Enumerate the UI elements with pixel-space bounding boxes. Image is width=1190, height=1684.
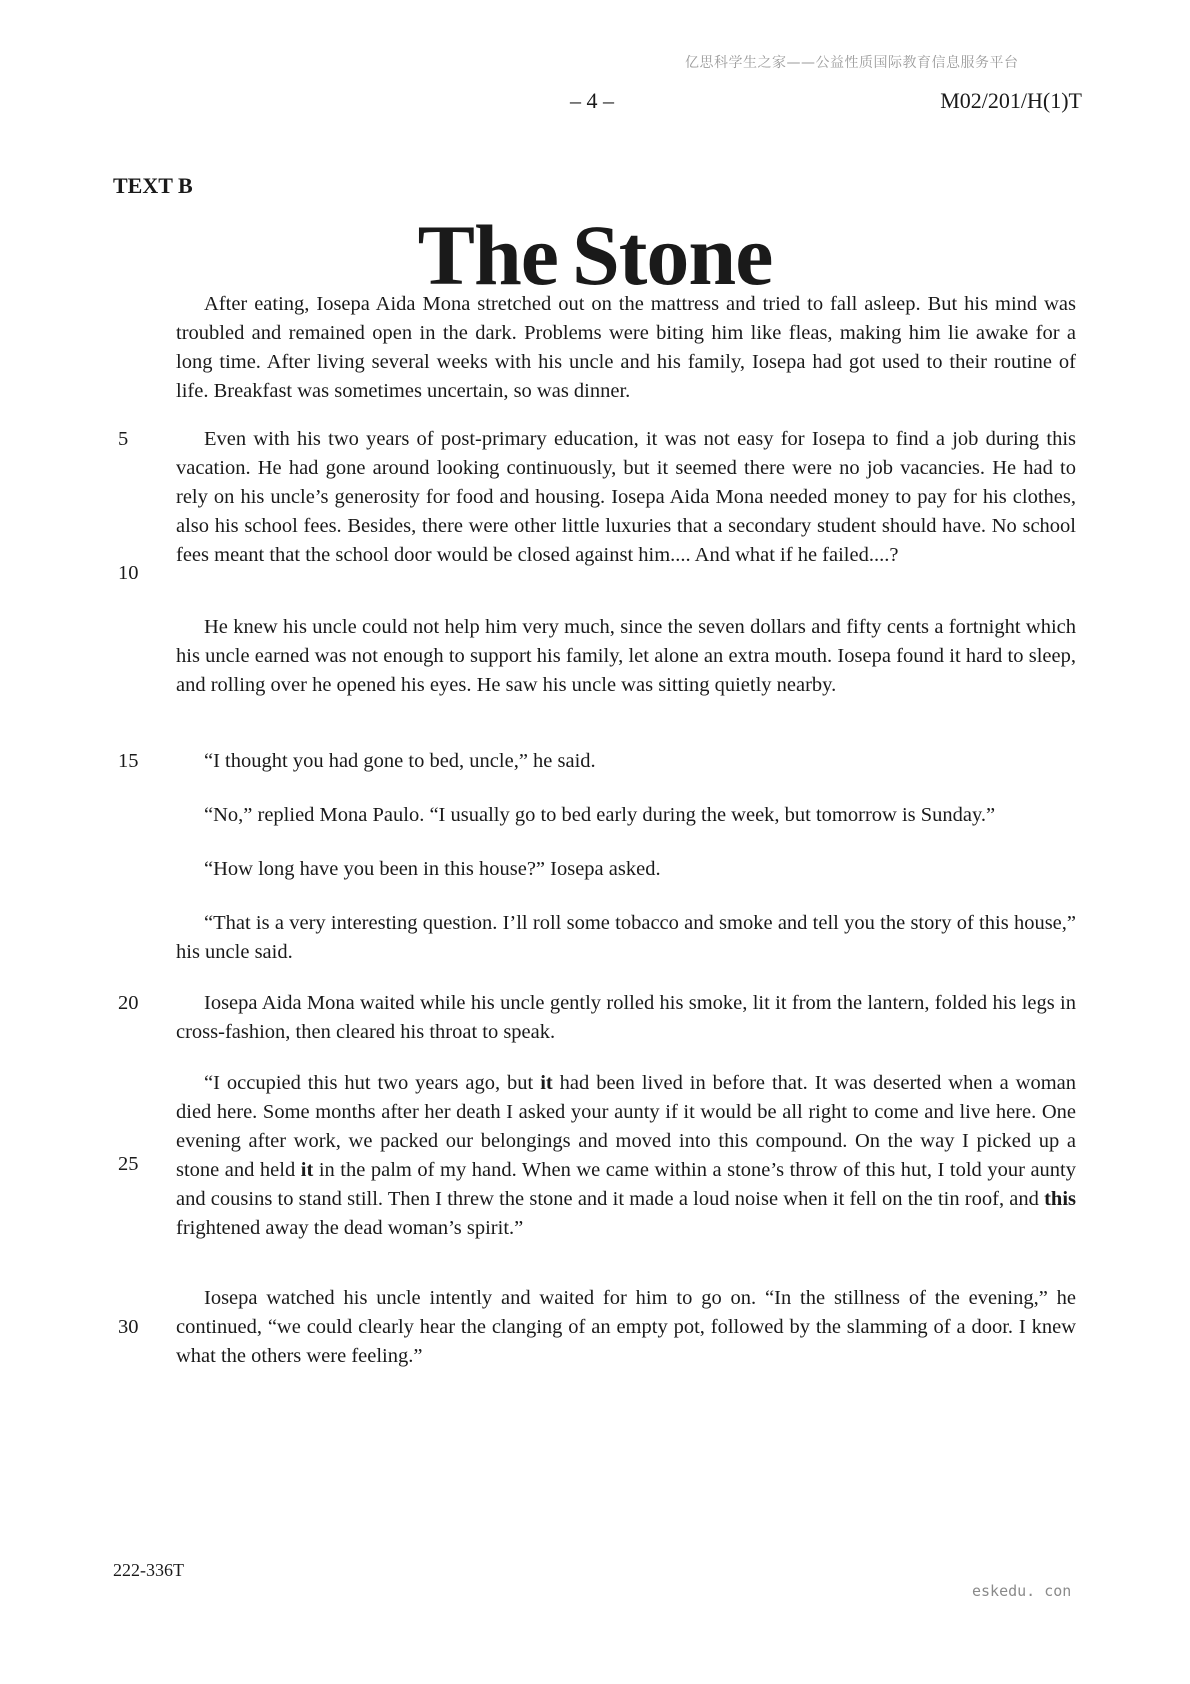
paragraph-10: Iosepa watched his uncle intently and waited for him to go on. “In the stillness of the evening,” he continued, “we could clearly hear the clanging of an empty pot, followed by the slamming of a door. I knew what the others were feeling.” — [176, 1287, 1076, 1367]
paragraph-3: He knew his uncle could not help him very much, since the seven dollars and fifty cents a fortnight which his uncle earned was not enough to support his family, let alone an extra mouth. Iosepa found it hard to sleep, and rolling over he opened his eyes. He saw his uncle was sitting quietly nearby. — [176, 616, 1076, 696]
emphasis-this: this — [1044, 1188, 1076, 1210]
emphasis-it-1: it — [540, 1072, 553, 1094]
line-number-25: 25 — [118, 1153, 139, 1175]
line-number-20: 20 — [118, 992, 139, 1014]
title-word-2: Stone — [571, 207, 773, 303]
watermark-footer: eskedu. con — [972, 1582, 1072, 1600]
paragraph-2: Even with his two years of post-primary education, it was not easy for Iosepa to find a job during this vacation. He had gone around looking continuously, but it seemed there were no job vacancies. He had to rely on his uncle’s generosity for food and housing. Iosepa Aida Mona needed money to pay for his clothes, also his school fees. Besides, there were other little luxuries that a secondary student should have. No school fees meant that the school door would be closed against him.... And what if he failed....? — [176, 428, 1076, 566]
paragraph-1: After eating, Iosepa Aida Mona stretched out on the mattress and tried to fall asleep. But his mind was troubled and remained open in the dark. Problems were biting him like fleas, making him lie awake for a long time. After living several weeks with his uncle and his family, Iosepa had got used to their routine of life. Breakfast was sometimes uncertain, so was dinner. — [176, 293, 1076, 402]
paragraph-7: “That is a very interesting question. I’ll roll some tobacco and smoke and tell you the story of this house,” his uncle said. — [176, 912, 1076, 963]
paragraph-4: “I thought you had gone to bed, uncle,” he said. — [204, 750, 596, 772]
line-number-10: 10 — [118, 562, 139, 584]
paragraph-9: “I occupied this hut two years ago, but it had been lived in before that. It was deserted when a woman died here. Some months after her death I asked your aunty if it would be all right to come and live here. One evening after work, we packed our belongings and moved into this compound. On the way I picked up a stone and held it in the palm of my hand. When we came within a stone’s throw of this hut, I told your aunty and cousins to stand still. Then I threw the stone and it made a loud noise when it fell on the tin roof, and this frightened away the dead woman’s spirit.” — [176, 1072, 1077, 1239]
emphasis-it-2: it — [300, 1159, 314, 1181]
footer-code: 222-336T — [113, 1560, 184, 1580]
watermark-header: 亿思科学生之家——公益性质国际教育信息服务平台 — [685, 55, 1019, 71]
document-code: M02/201/H(1)T — [940, 88, 1082, 113]
line-number-15: 15 — [118, 750, 139, 772]
section-label: TEXT B — [113, 173, 193, 198]
line-number-30: 30 — [118, 1316, 139, 1338]
line-number-5: 5 — [118, 428, 129, 450]
paragraph-8: Iosepa Aida Mona waited while his uncle gently rolled his smoke, lit it from the lantern, folded his legs in cross-fashion, then cleared his throat to speak. — [176, 992, 1076, 1043]
page-number: – 4 – — [570, 88, 614, 113]
title-word-1: The — [417, 207, 558, 303]
paragraph-6: “How long have you been in this house?” Iosepa asked. — [204, 858, 661, 880]
paragraph-5: “No,” replied Mona Paulo. “I usually go to bed early during the week, but tomorrow is Sunday.” — [204, 804, 996, 826]
